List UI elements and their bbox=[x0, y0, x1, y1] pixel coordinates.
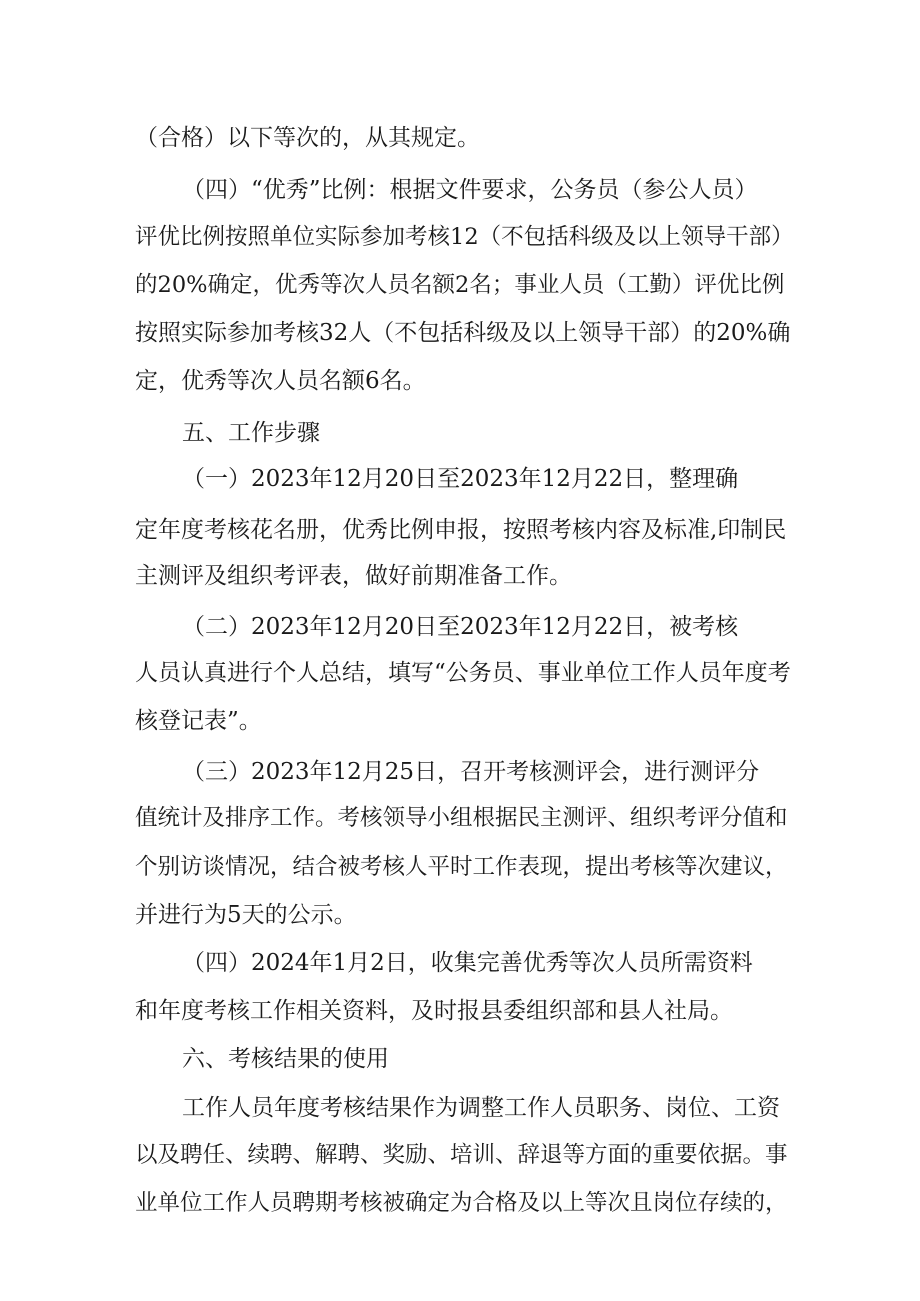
text-line: 个别访谈情况，结合被考核人平时工作表现，提出考核等次建议， bbox=[135, 854, 788, 880]
text-line: 核登记表”。 bbox=[135, 708, 262, 734]
section-heading: 五、工作步骤 bbox=[182, 420, 320, 446]
text-line: 评优比例按照单位实际参加考核12（不包括科级及以上领导干部） bbox=[135, 224, 794, 250]
text-line: （二）2023年12月20日至2023年12月22日，被考核 bbox=[182, 614, 739, 640]
text-line: 和年度考核工作相关资料，及时报县委组织部和县人社局。 bbox=[135, 998, 733, 1024]
text-line: 以及聘任、续聘、解聘、奖励、培训、辞退等方面的重要依据。事 bbox=[135, 1142, 788, 1168]
text-line: 定年度考核花名册，优秀比例申报，按照考核内容及标准,印制民 bbox=[135, 517, 787, 543]
text-line: （四）2024年1月2日，收集完善优秀等次人员所需资料 bbox=[182, 950, 753, 976]
section-heading: 六、考核结果的使用 bbox=[182, 1046, 389, 1072]
text-line: 的20%确定，优秀等次人员名额2名；事业人员（工勤）评优比例 bbox=[135, 272, 785, 298]
text-line: （三）2023年12月25日，召开考核测评会，进行测评分 bbox=[182, 759, 760, 785]
text-line: （合格）以下等次的，从其规定。 bbox=[135, 125, 480, 151]
text-line: 业单位工作人员聘期考核被确定为合格及以上等次且岗位存续的， bbox=[135, 1190, 788, 1216]
text-line: 主测评及组织考评表，做好前期准备工作。 bbox=[135, 563, 572, 589]
text-line: 人员认真进行个人总结，填写“公务员、事业单位工作人员年度考 bbox=[135, 660, 791, 686]
text-line: （四）“优秀”比例：根据文件要求，公务员（参公人员） bbox=[182, 177, 758, 203]
text-line: 工作人员年度考核结果作为调整工作人员职务、岗位、工资 bbox=[182, 1095, 780, 1121]
text-line: 值统计及排序工作。考核领导小组根据民主测评、组织考评分值和 bbox=[135, 805, 788, 831]
text-line: 并进行为5天的公示。 bbox=[135, 902, 357, 928]
text-line: 定，优秀等次人员名额6名。 bbox=[135, 368, 426, 394]
text-line: 按照实际参加考核32人（不包括科级及以上领导干部）的20%确 bbox=[135, 320, 791, 346]
text-line: （一）2023年12月20日至2023年12月22日，整理确 bbox=[182, 466, 739, 492]
